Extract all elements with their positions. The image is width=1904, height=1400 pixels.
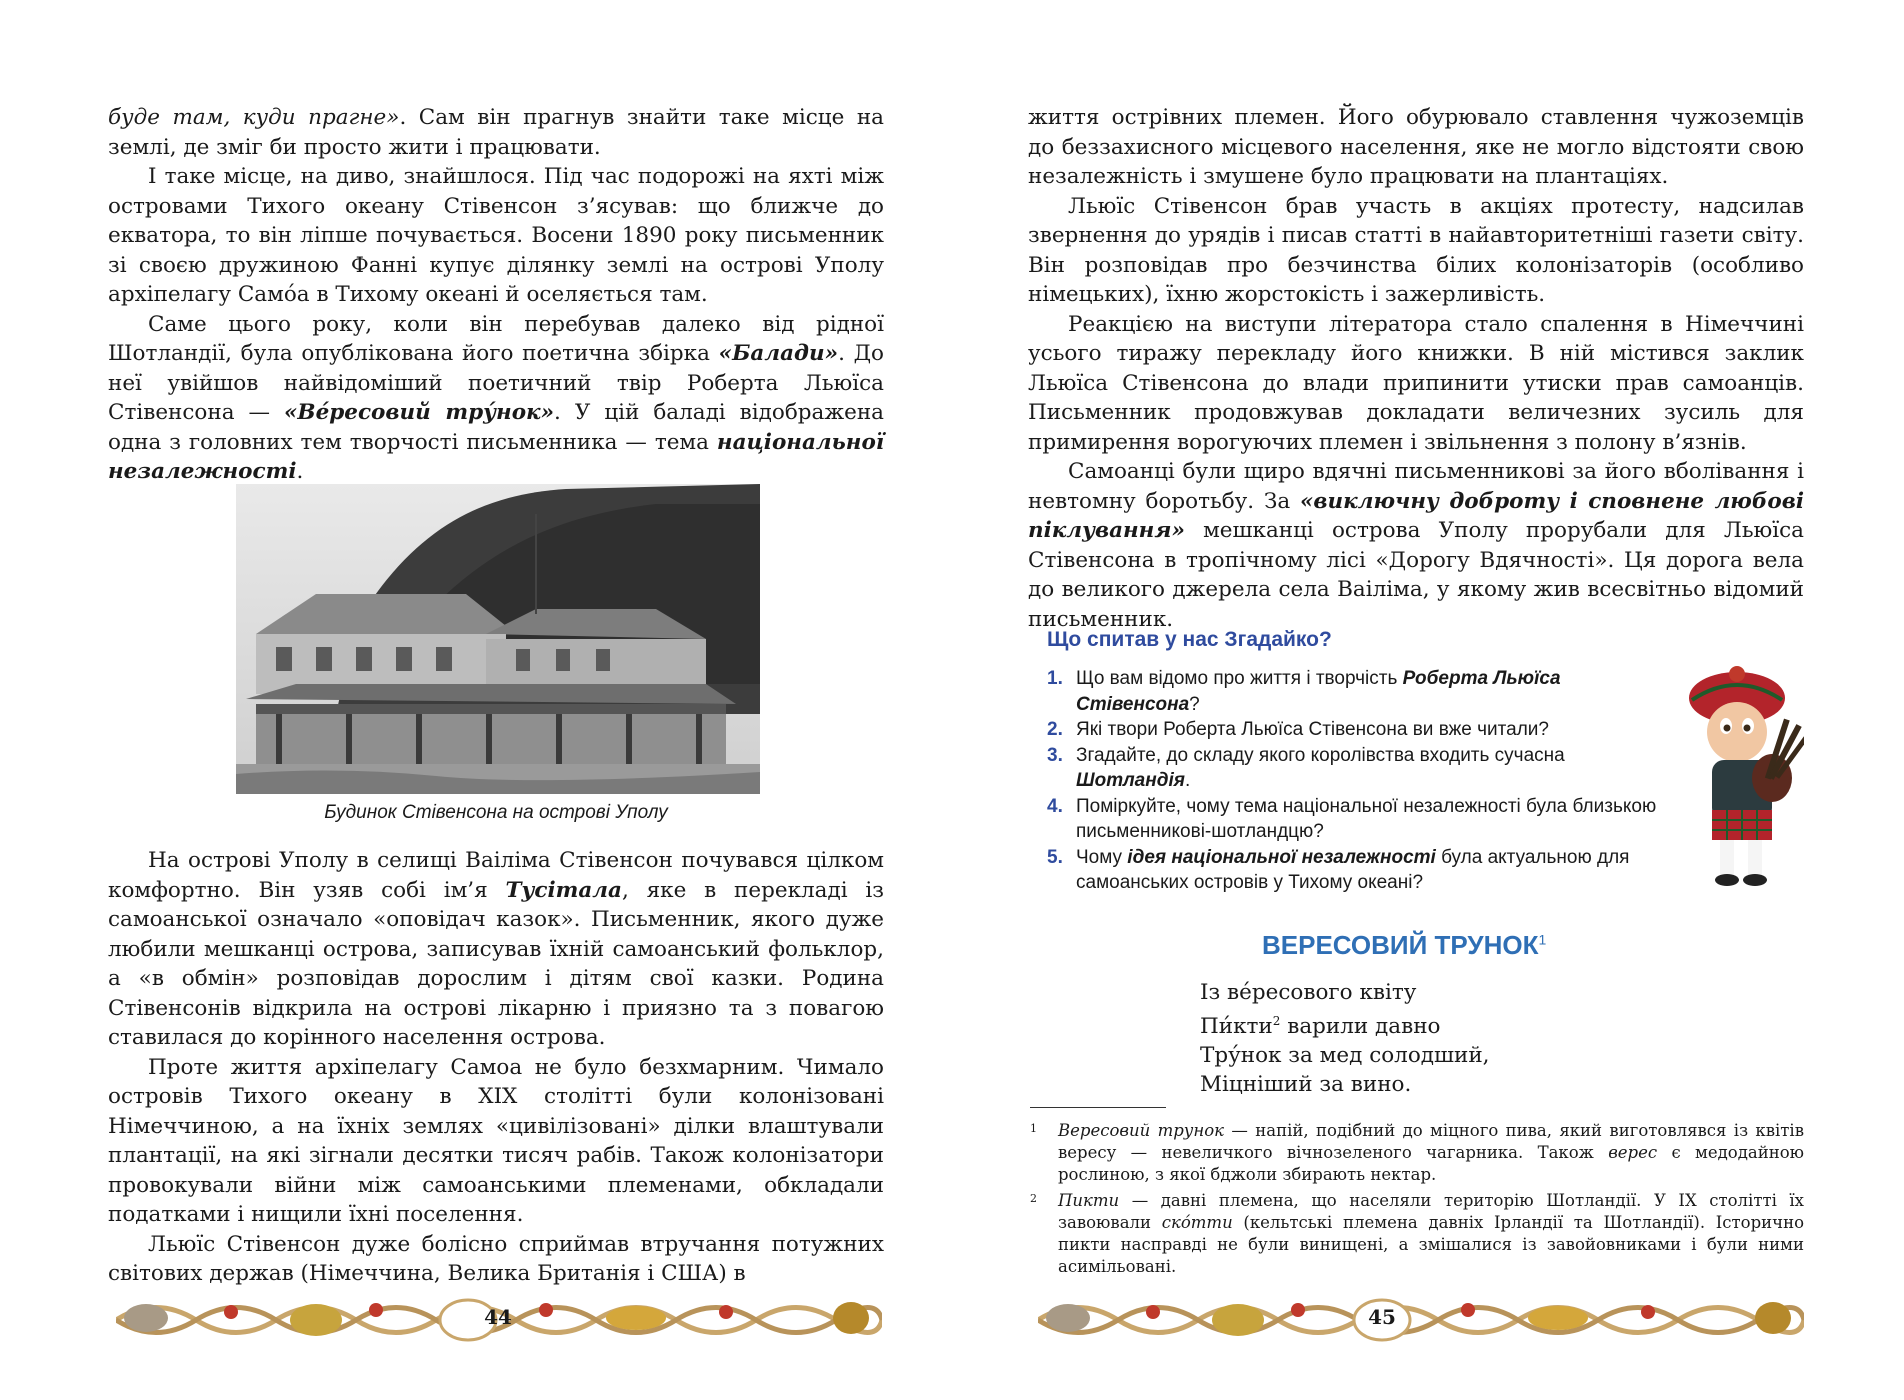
photo-caption: Будинок Стівенсона на острові Уполу xyxy=(324,802,668,823)
question-item: 1. Що вам відомо про життя і творчість Роберта Льюїса Стівенсона? xyxy=(1047,668,1561,715)
poem-stanza xyxy=(1200,978,1490,1099)
poem-title: ВЕРЕСОВИЙ ТРУНОК$^1$ xyxy=(1262,930,1547,960)
page-number: 44 xyxy=(484,1305,512,1329)
footnote-divider xyxy=(1030,1107,1166,1108)
question-item: 4. Поміркуйте, чому тема національної незалежності була близькою письменникові-шотландцю? xyxy=(1047,795,1657,842)
paragraph: Самоанці були щиро вдячні письменникові за його вболівання і невтомну боротьбу. За «виключну доброту і сповнене любові піклування» мешканці острова Уполу прорубали для Льюїса Стівенсона в тропічному лісі «Дорогу Вдячності». Ця дорога вела до великого джерела села Ваіліма, у якому жив всесвітньо відомий письменник. xyxy=(1028,459,1804,632)
paragraph: На острові Уполу в селищі Ваіліма Стівенсон почувався цілком комфортно. Він узяв собі ім’я Тусітала, яке в перекладі із самоанської означало «оповідач казок». Письменник, якого дуже любили мешканці острова, записував їхній самоанський фольклор, а «в обмін» розповідав дорослим і дітям свої казки. Родина Стівенсонів відкрила на острові лікарню і приязно та з повагою ставилася до корінного населення острова. xyxy=(108,848,885,1050)
paragraph: Саме цього року, коли він перебував далеко від рідної Шотландії, була опублікована його поетична збірка «Балади». До неї увійшов найвідоміший поетичний твір Роберта Льюїса Стівенсона — «Ве́ресовий тру́нок». У цій баладі відображена одна з головних тем творчості письменника — тема національної незалежності. xyxy=(108,311,884,484)
paragraph: Реакцією на виступи літератора стало спалення в Німеччині усього тиражу перекладу його книжки. В ній містився заклик Льюїса Стівенсона до влади припинити утиски прав самоанців. Письменник продовжував докладати величезних зусиль для примирення ворогуючих племен і звільнення з полону в’язнів. xyxy=(1028,311,1804,455)
questions-heading: Що спитав у нас Згадайко? xyxy=(1047,628,1332,651)
poem-line: Тру́нок за мед солодший, xyxy=(1200,1043,1490,1069)
question-item: 5. Чому ідея національної незалежності була актуальною для самоанських островів у Тихому океані? xyxy=(1047,846,1630,893)
paragraph: Льюїс Стівенсон брав участь в акціях протесту, надсилав звернення до урядів і писав статті в найавторитетніші газети світу. Він розповідав про безчинства білих колонізаторів (особливо німецьких), їхню жорстокість і зажерливість. xyxy=(1028,193,1804,307)
stevenson-house-image xyxy=(236,484,760,794)
footnote: 1 Вересовий трунок — напій, подібний до міцного пива, який виготовлявся із квітів вересу — невеличкого вічнозеленого чагарника. Також верес є медодайною рослиною, з якої бджоли збирають нектар. xyxy=(1030,1121,1804,1184)
paragraph: Льюїс Стівенсон дуже болісно сприймав втручання потужних світових держав (Німеччина, Велика Британія і США) в xyxy=(108,1231,884,1286)
right-page xyxy=(952,0,1904,1400)
left-text-bottom xyxy=(108,846,884,1289)
paragraph: буде там, куди прагне». Сам він прагнув знайти таке місце на землі, де зміг би просто жити і працювати. xyxy=(108,105,884,160)
left-text-top xyxy=(108,103,884,487)
question-item: 2. Які твори Роберта Льюїса Стівенсона ви вже читали? xyxy=(1047,719,1549,740)
paragraph: Проте життя архіпелагу Самоа не було безхмарним. Чимало островів Тихого океану в XIX столітті були колонізовані Німеччиною, а на їхніх землях «цивілізовані» ділки влаштували плантації, на які зігнали десятки тисяч рабів. Також колонізатори провокували війни між самоанськими племенами, обкладали податками і нищили їхні поселення. xyxy=(108,1054,884,1227)
page-number: 45 xyxy=(1368,1305,1396,1329)
paragraph: життя острівних племен. Його обурювало ставлення чужоземців до беззахисного місцевого населення, яке не могло відстояти свою незалежність і змушене було працювати на плантаціях. xyxy=(1028,105,1804,189)
house-photo xyxy=(236,484,760,794)
footnote: 2 Пикти — давні племена, що населяли територію Шотландії. У IX столітті їх завоювали ско́тти (кельтські племена давніх Ірландії та Шотландії). Історично пикти насправді не були винищені, а змішалися із завойовниками і були ними асимільовані. xyxy=(1030,1191,1805,1276)
questions-list xyxy=(1047,666,1667,896)
poem-line: Міцніший за вино. xyxy=(1200,1072,1412,1098)
poem-line: Із ве́ресового квіту xyxy=(1200,980,1417,1005)
right-text-top xyxy=(1028,103,1804,634)
poem-line: Пи́кти$^2$ варили давно xyxy=(1200,1014,1441,1040)
footnotes xyxy=(1028,1120,1804,1282)
bagpiper-character-illustration xyxy=(1682,660,1804,890)
decorative-border-ornament xyxy=(1038,1290,1804,1350)
question-item: 3. Згадайте, до складу якого королівства входить сучасна Шотландія. xyxy=(1047,744,1565,791)
paragraph: І таке місце, на диво, знайшлося. Під час подорожі на яхті між островами Тихого океану Стівенсон з’ясував: що ближче до екватора, то він ліпше почувається. Восени 1890 року письменник зі своєю дружиною Фанні купує ділянку землі на острові Уполу архіпелагу Само́а в Тихому океані й оселяється там. xyxy=(108,164,884,307)
